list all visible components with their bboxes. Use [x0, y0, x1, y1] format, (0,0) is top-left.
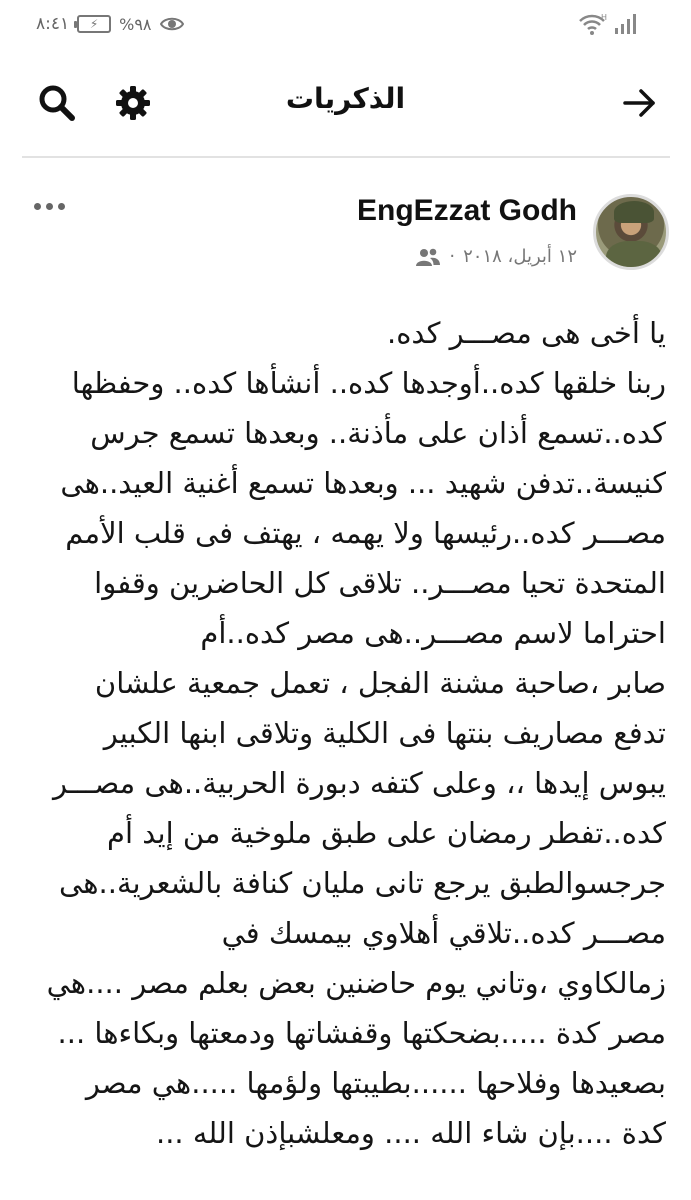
post-text-line: تدفع مصاريف بنتها فى الكلية وتلاقى ابنها الكبير	[103, 716, 666, 750]
status-left	[36, 12, 184, 36]
battery-icon: ⚡	[77, 15, 111, 33]
post-text-line: صابر ،صاحبة مشنة الفجل ، تعمل جمعية علشان	[94, 666, 666, 700]
post-text-line: جرجسوالطبق يرجع تانى مليان كنافة بالشعرية..هى	[59, 866, 666, 900]
post-text	[30, 308, 666, 1158]
page-title: الذكريات	[285, 82, 406, 115]
wifi-icon	[577, 12, 607, 36]
back-button[interactable]	[615, 78, 665, 128]
header-divider	[22, 156, 670, 158]
friends-icon	[415, 247, 441, 267]
post-text-line: احتراما لاسم مصـــر..هى مصر كده..أم	[200, 616, 666, 650]
post-text-line: يبوس إيدها ،، وعلى كتفه دبورة الحربية..هى مصـــر	[52, 766, 666, 800]
eye-comfort-icon	[160, 12, 184, 36]
more-horizontal-icon	[34, 203, 65, 210]
arrow-right-icon	[623, 88, 657, 118]
post-text-line: مصـــر كده..تلاقي أهلاوي بيمسك في	[221, 916, 666, 950]
post-date[interactable]: ١٢ أبريل، ٢٠١٨	[463, 246, 577, 267]
svg-text:H: H	[601, 13, 607, 22]
post-text-line: زمالكاوي ،وتاني يوم حاضنين بعض بعلم مصر ....هي	[46, 966, 666, 1000]
avatar[interactable]	[593, 194, 669, 270]
post-text-line: المتحدة تحيا مصـــر.. تلاقى كل الحاضرين وقفوا	[94, 566, 666, 600]
post-text-line: مصر كدة .....بضحكتها وقفشاتها ودمعتها وبكاءها ...	[57, 1016, 666, 1050]
post-text-line: بصعيدها وفلاحها ......بطيبتها ولؤمها .....هي مصر	[85, 1066, 666, 1100]
signal-icon	[613, 12, 639, 36]
post-text-line: مصـــر كده..رئيسها ولا يهمه ، يهتف فى قلب الأمم	[65, 516, 666, 550]
status-bar	[0, 0, 691, 50]
more-options-button[interactable]	[34, 196, 74, 216]
post-text-line: كدة ....بإن شاء الله .... ومعلشبإذن الله ...	[155, 1116, 666, 1150]
post-header	[0, 180, 691, 280]
app-bar	[0, 58, 691, 148]
post-text-line: ربنا خلقها كده..أوجدها كده.. أنشأها كده.. وحفظها	[71, 366, 666, 400]
post-author[interactable]: EngEzzat Godh	[357, 194, 577, 227]
post-text-line: كنيسة..تدفن شهيد ... وبعدها تسمع أغنية العيد..هى	[60, 466, 666, 500]
status-time: ٨:٤١	[36, 14, 70, 34]
meta-separator: ·	[449, 246, 456, 267]
post-text-line: كده..تفطر رمضان على طبق ملوخية من إيد أم	[107, 816, 666, 850]
post-meta	[415, 246, 577, 267]
post-text-line: كده..تسمع أذان على مأذنة.. وبعدها تسمع جرس	[90, 416, 666, 450]
post-text-line: يا أخى هى مصـــر كده.	[386, 316, 666, 350]
status-right	[577, 12, 639, 36]
battery-percent: %٩٨	[119, 14, 152, 34]
